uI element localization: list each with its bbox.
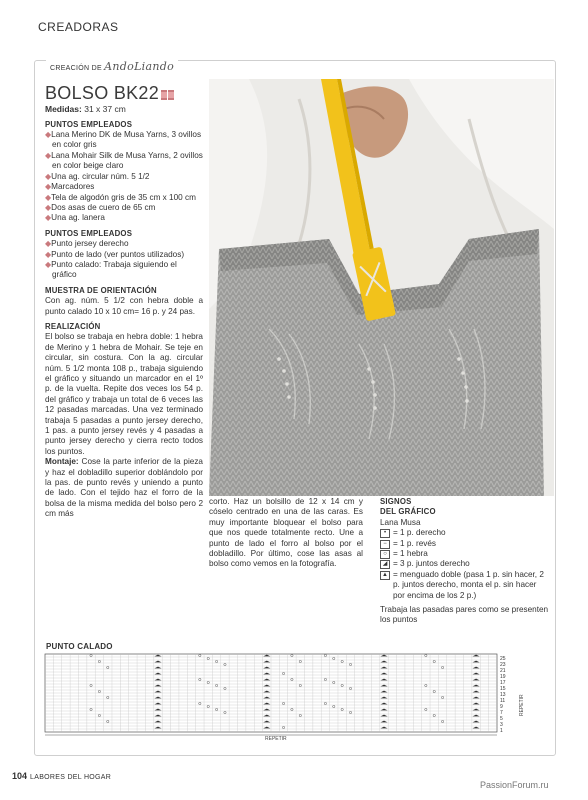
signos-note: Trabaja las pasadas pares como se presenten los puntos — [380, 605, 549, 625]
row-number: 7 — [500, 710, 503, 716]
list-item: ◆Lana Merino DK de Musa Yarns, 3 ovillos en color gris — [45, 130, 202, 150]
row-number: 1 — [500, 728, 503, 734]
row-number: 25 — [500, 656, 506, 662]
purl-stitch-icon: − — [380, 540, 390, 549]
legend-item: ◢ = 3 p. juntos derecho — [380, 559, 550, 569]
row-number: 13 — [500, 692, 506, 698]
double-decrease-icon: ▲ — [380, 571, 390, 580]
medidas: Medidas: 31 x 37 cm — [45, 104, 126, 115]
signos-heading: SIGNOS — [380, 497, 412, 506]
page-footer: 104 LABORES DEL HOGAR — [12, 771, 112, 781]
list-item: ◆Marcadores — [45, 182, 95, 192]
list-item: ◆Tela de algodón gris de 35 cm x 100 cm — [45, 192, 196, 202]
row-number: 3 — [500, 722, 503, 728]
section-title: CREADORAS — [38, 20, 119, 34]
article-title: BOLSO BK22 — [45, 83, 203, 104]
k3tog-icon: ◢ — [380, 560, 390, 569]
gauge-heading: MUESTRA DE ORIENTACIÓN — [45, 285, 157, 295]
realizacion-heading: REALIZACIÓN — [45, 321, 101, 331]
legend-item: ○ = 1 hebra — [380, 549, 550, 559]
difficulty-icon — [161, 84, 175, 104]
row-number: 17 — [500, 680, 506, 686]
creacion-label: CREACIÓN DE AndoLiando — [46, 60, 178, 74]
legend-item: − = 1 p. revés — [380, 539, 550, 549]
row-number: 21 — [500, 668, 506, 674]
legend-item: • = 1 p. derecho — [380, 528, 550, 538]
chart-title: PUNTO CALADO — [46, 642, 113, 651]
row-number: 19 — [500, 674, 506, 680]
realizacion-text: El bolso se trabaja en hebra doble: 1 hebra de Merino y 1 hebra de Mohair. Se teje en circular, sin costura. Con la ag. circular núm. 5 1/2 monta 108 p., trabaja siguiendo el gráfico y situando un marcador en el 1º p. de la vuelta. Repite dos veces los 54 p. del gráfico y trabaja un total de 6 veces las 12 pasadas marcadas. Una vez terminado trabaja 5 pasadas a punto jersey derecho, 1 pas. a punto jersey revés y 4 pasadas a punto jersey derecho y cierra recto todos los puntos. — [45, 332, 203, 456]
signos-subheading: DEL GRÁFICO — [380, 507, 436, 517]
list-item: ◆Dos asas de cuero de 65 cm — [45, 202, 156, 212]
repeat-bottom-label: REPETIR — [265, 736, 287, 742]
montaje-text: Montaje: Cose la parte inferior de la pieza y haz el dobladillo superior doblándolo por la pas. de punto revés y uniendo a punto de lado. Con el tejido haz el forro de la bolsa de la misma medida del bolso pero 2 cm más — [45, 457, 203, 519]
signos-brand: Lana Musa — [380, 517, 421, 527]
list-item: ◆Punto calado: Trabaja siguiendo el gráfico — [45, 259, 177, 280]
bag-photo — [209, 79, 554, 496]
legend-item: ▲ = menguado doble (pasa 1 p. sin hacer, 2 p. juntos derecho, monta el p. sin hacer por encima de los 2 p.) — [380, 570, 550, 601]
list-item: ◆Punto de lado (ver puntos utilizados) — [45, 249, 185, 259]
repeat-side-label: REPETIR — [519, 694, 525, 716]
left-column — [45, 83, 203, 520]
row-number: 23 — [500, 662, 506, 668]
materials-list — [45, 130, 203, 224]
montaje-continuation: corto. Haz un bolsillo de 12 x 14 cm y cóselo centrado en una de las caras. Es muy importante bloquear el bolso para que nos quede totalmente recto. Une a punto de lado el forro al bolso por el dobladillo. Por último, cose las asas al bolso como vemos en la fotografía. — [209, 497, 363, 569]
signos-legend — [380, 497, 550, 626]
list-item: ◆Una ag. circular núm. 5 1/2 — [45, 171, 150, 181]
row-number: 15 — [500, 686, 506, 692]
yarn-over-icon: ○ — [380, 550, 390, 559]
row-number: 5 — [500, 716, 503, 722]
row-number: 11 — [500, 698, 506, 704]
watermark: PassionForum.ru — [480, 780, 549, 790]
gauge-text: Con ag. núm. 5 1/2 con hebra doble a punto calado 10 x 10 cm= 16 p. y 24 pas. — [45, 296, 203, 316]
row-number: 9 — [500, 704, 503, 710]
knit-stitch-icon: • — [380, 529, 390, 538]
list-item: ◆Una ag. lanera — [45, 213, 105, 223]
brand-script: AndoLiando — [104, 60, 174, 73]
materials-heading: PUNTOS EMPLEADOS — [45, 119, 133, 129]
stitches-list — [45, 239, 203, 281]
lace-chart — [45, 654, 525, 742]
list-item: ◆Lana Mohair Silk de Musa Yarns, 2 ovillos en color beige claro — [45, 150, 203, 171]
list-item: ◆Punto jersey derecho — [45, 239, 129, 249]
stitches-heading: PUNTOS EMPLEADOS — [45, 228, 133, 238]
